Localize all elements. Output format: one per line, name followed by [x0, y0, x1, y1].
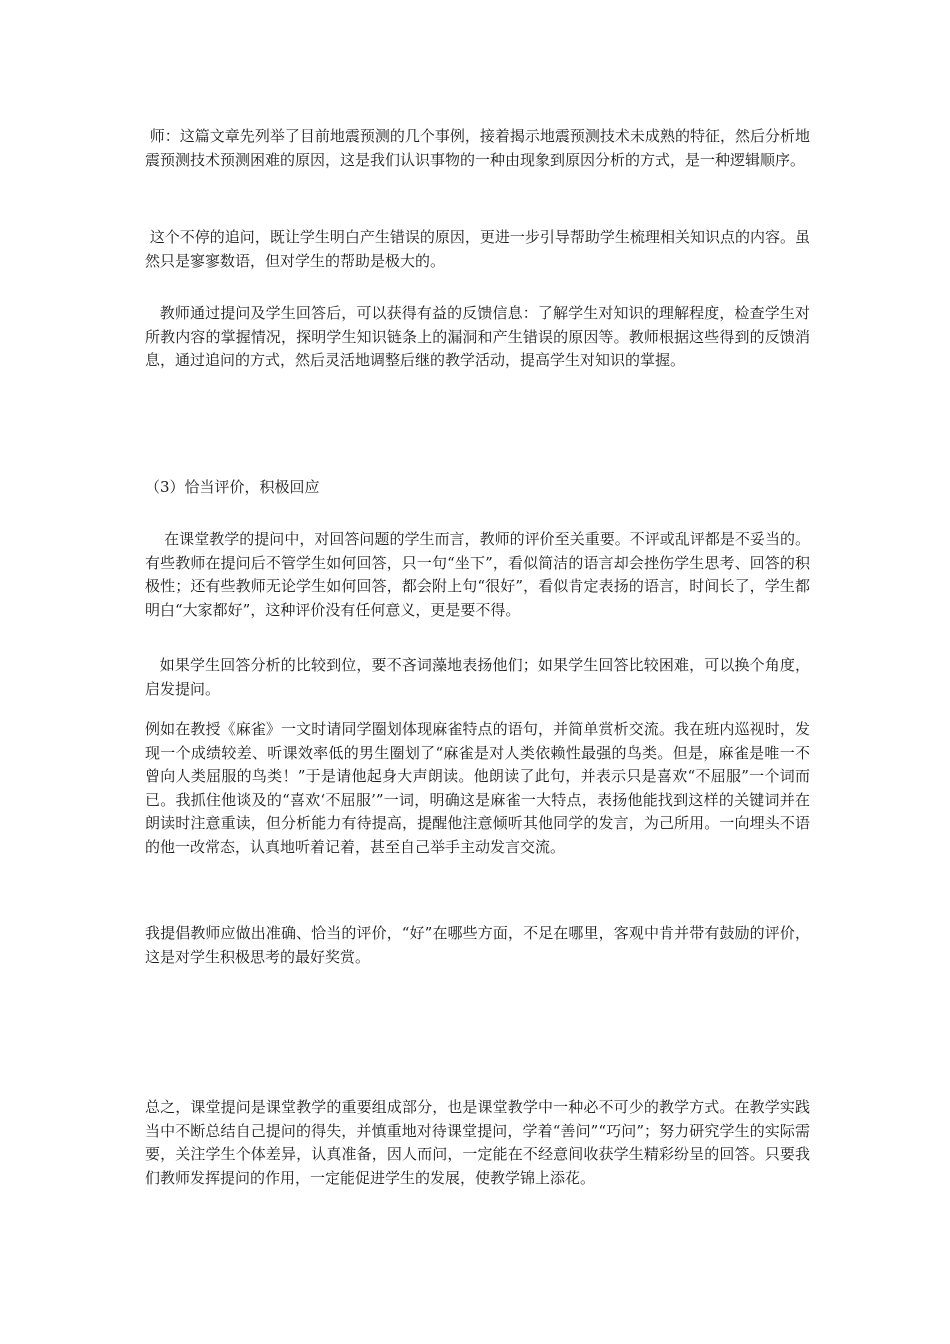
paragraph-sparrow-example: 例如在教授《麻雀》一文时请同学圈划体现麻雀特点的语句，并简单赏析交流。我在班内巡视时，发现一个成绩较差、听课效率低的男生圈划了“麻雀是对人类依赖性最强的鸟类。但是，麻雀是唯一不曾向人类屈服的鸟类！”于是请他起身大声朗读。他朗读了此句，并表示只是喜欢“不屈服”一个词而已。我抓住他谈及的“喜欢‘不屈服’”一词，明确这是麻雀一大特点，表扬他能找到这样的关键词并在朗读时注意重读，但分析能力有待提高，提醒他注意倾听其他同学的发言，为己所用。一向埋头不语的他一改常态，认真地听着记着，甚至自己举手主动发言交流。 — [145, 720, 810, 856]
paragraph-teacher-statement: 师：这篇文章先列举了目前地震预测的几个事例，接着揭示地震预测技术未成熟的特征，然后分析地震预测技术预测困难的原因，这是我们认识事物的一种由现象到原因分析的方式，是一种逻辑顺序。 — [145, 127, 810, 169]
paragraph-praise-or-inspire: 如果学生回答分析的比较到位，要不吝词藻地表扬他们；如果学生回答比较困难，可以换个角度，启发提问。 — [145, 656, 810, 698]
section-heading: （3）恰当评价，积极回应 — [145, 478, 320, 496]
paragraph-feedback-information: 教师通过提问及学生回答后，可以获得有益的反馈信息：了解学生对知识的理解程度，检查学生对所教内容的掌握情况，探明学生知识链条上的漏洞和产生错误的原因等。教师根据这些得到的反馈消息，通过追问的方式，然后灵活地调整后继的教学活动，提高学生对知识的掌握。 — [145, 304, 810, 369]
paragraph-follow-up-questioning: 这个不停的追问，既让学生明白产生错误的原因，更进一步引导帮助学生梳理相关知识点的内容。虽然只是寥寥数语，但对学生的帮助是极大的。 — [145, 228, 810, 270]
paragraph-evaluation-importance: 在课堂教学的提问中，对回答问题的学生而言，教师的评价至关重要。不评或乱评都是不妥当的。有些教师在提问后不管学生如何回答，只一句“坐下”，看似简洁的语言却会挫伤学生思考、回答的积极性；还有些教师无论学生如何回答，都会附上句“很好”，看似肯定表扬的语言，时间长了，学生都明白“大家都好”，这种评价没有任何意义，更是要不得。 — [145, 530, 810, 619]
paragraph-conclusion: 总之，课堂提问是课堂教学的重要组成部分，也是课堂教学中一种必不可少的教学方式。在教学实践当中不断总结自己提问的得失，并慎重地对待课堂提问，学着“善问”“巧问”；努力研究学生的实际需要，关注学生个体差异，认真准备，因人而问，一定能在不经意间收获学生精彩纷呈的回答。只要我们教师发挥提问的作用，一定能促进学生的发展，使教学锦上添花。 — [145, 1098, 810, 1187]
paragraph-accurate-evaluation: 我提倡教师应做出准确、恰当的评价，“好”在哪些方面，不足在哪里，客观中肯并带有鼓励的评价，这是对学生积极思考的最好奖赏。 — [145, 924, 810, 966]
